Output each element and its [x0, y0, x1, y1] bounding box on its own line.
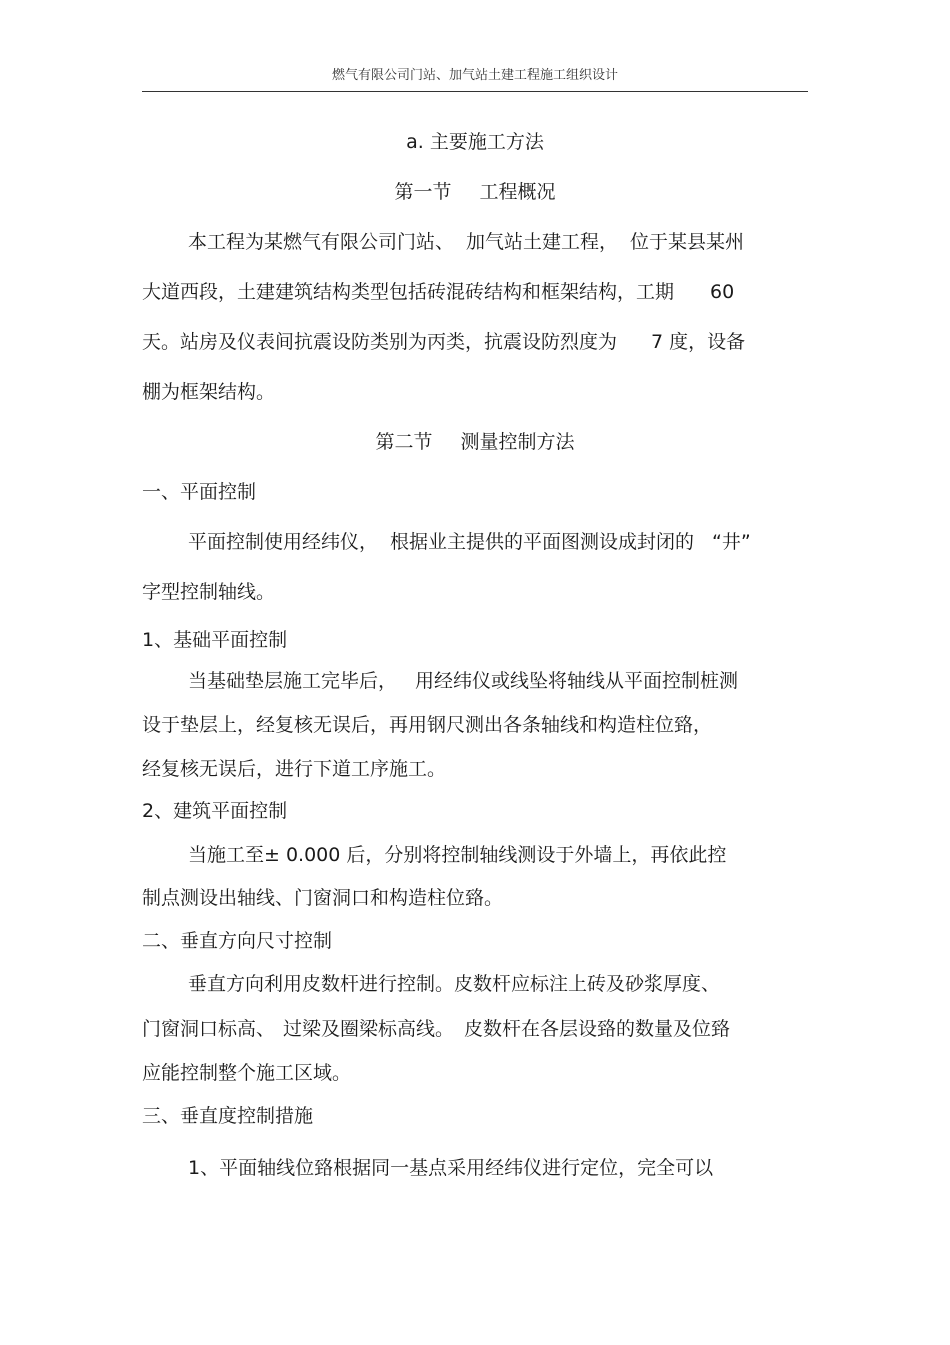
item-heading: 1、基础平面控制 — [142, 629, 288, 651]
text-run: 大道西段，土建建筑结构类型包括砖混砖结构和框架结构，工期 — [142, 281, 675, 303]
paragraph-line — [188, 668, 738, 694]
header-divider — [142, 91, 808, 92]
chapter-number: 第一节 — [394, 181, 452, 203]
paragraph-line: 当施工至± 0.000 后，分别将控制轴线测设于外墙上，再依此控 — [188, 844, 727, 866]
paragraph-line: 字型控制轴线。 — [142, 581, 276, 603]
subsection-heading: 三、垂直度控制措施 — [142, 1105, 314, 1127]
text-run: 60 — [710, 281, 735, 303]
text-run: 用经纬仪或线坠将轴线从平面控制桩测 — [415, 670, 739, 692]
text-run: 过梁及圈梁标高线。 — [283, 1018, 455, 1040]
paragraph-line: 经复核无误后，进行下道工序施工。 — [142, 758, 447, 780]
paragraph-line — [142, 1016, 730, 1042]
paragraph-line: 棚为框架结构。 — [142, 381, 276, 403]
text-run: 门窗洞口标高、 — [142, 1018, 276, 1040]
paragraph-line — [188, 229, 744, 255]
paragraph-line — [188, 529, 751, 555]
subsection-heading: 一、平面控制 — [142, 481, 257, 503]
section-heading — [142, 129, 808, 155]
paragraph-line — [142, 279, 734, 305]
subsection-heading: 二、垂直方向尺寸控制 — [142, 930, 333, 952]
chapter-number: 第二节 — [375, 431, 433, 453]
running-header: 燃气有限公司门站、加气站土建工程施工组织设计 — [331, 68, 618, 83]
heading-text: a. 主要施工方法 — [406, 131, 544, 153]
text-run: 平面控制使用经纬仪， — [188, 531, 379, 553]
text-run: 当基础垫层施工完毕后， — [188, 670, 398, 692]
text-run: 加气站土建工程， — [466, 231, 619, 253]
item-heading: 2、建筑平面控制 — [142, 800, 288, 822]
chapter-heading-2 — [142, 429, 808, 455]
paragraph-line — [142, 329, 745, 355]
paragraph-line: 设于垫层上，经复核无误后，再用钢尺测出各条轴线和构造柱位臵， — [142, 714, 713, 736]
text-run: 7 度，设备 — [651, 331, 746, 353]
text-run: 位于某县某州 — [630, 231, 745, 253]
text-run: 根据业主提供的平面图测设成封闭的 — [390, 531, 695, 553]
chapter-title: 工程概况 — [479, 181, 556, 203]
text-run: 天。站房及仪表间抗震设防类别为丙类，抗震设防烈度为 — [142, 331, 618, 353]
paragraph-line: 1、平面轴线位臵根据同一基点采用经纬仪进行定位，完全可以 — [188, 1157, 714, 1179]
text-run: “井” — [712, 531, 751, 553]
paragraph-line: 应能控制整个施工区域。 — [142, 1062, 352, 1084]
chapter-title: 测量控制方法 — [460, 431, 575, 453]
paragraph-line: 垂直方向利用皮数杆进行控制。皮数杆应标注上砖及砂浆厚度、 — [188, 973, 721, 995]
text-run: 皮数杆在各层设臵的数量及位臵 — [464, 1018, 731, 1040]
text-run: 本工程为某燃气有限公司门站、 — [188, 231, 455, 253]
chapter-heading-1 — [142, 179, 808, 205]
paragraph-line: 制点测设出轴线、门窗洞口和构造柱位臵。 — [142, 887, 504, 909]
